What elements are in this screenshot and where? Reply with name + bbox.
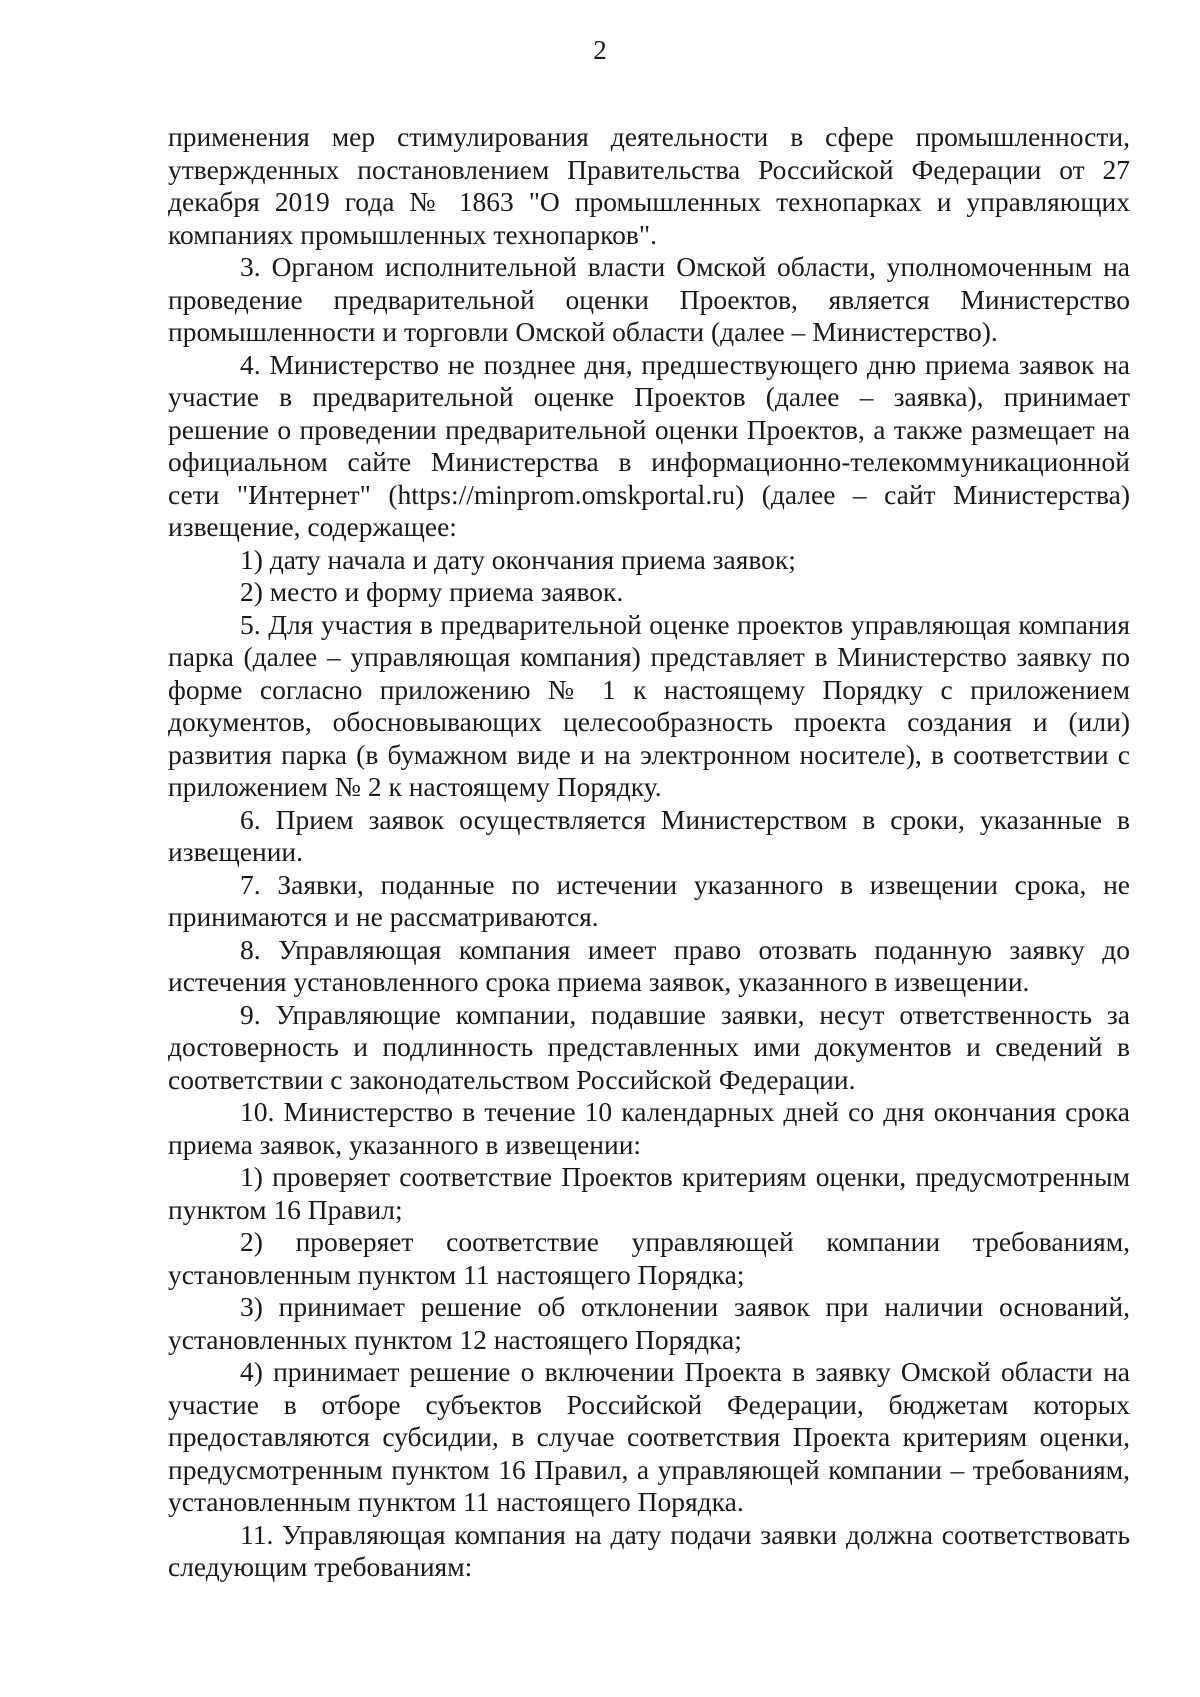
paragraph-4-item-1: 1) дату начала и дату окончания приема заявок; [240, 543, 796, 575]
paragraph-7: 7. Заявки, поданные по истечении указанного в извещении срока, не принимаются и не рассматриваются. [168, 868, 1130, 932]
paragraph-10-item-2: 2) проверяет соответствие управляющей компании требованиям, установленным пунктом 11 настоящего Порядка; [168, 1226, 1130, 1290]
paragraph-5: 5. Для участия в предварительной оценке проектов управляющая компания парка (далее – управляющая компания) представляет в Министерство заявку по форме согласно приложению № 1 к настоящему Порядку с приложением документов, обосновывающих целесообразность проекта создания и (или) развития парка (в бумажном виде и на электронном носителе), в соответствии с приложением № 2 к настоящему Порядку. [168, 608, 1130, 802]
paragraph-6: 6. Прием заявок осуществляется Министерством в сроки, указанные в извещении. [168, 803, 1130, 867]
paragraph-4: 4. Министерство не позднее дня, предшествующего дню приема заявок на участие в предварительной оценке Проектов (далее – заявка), принимает решение о проведении предварительной оценки Проектов, а также размещает на официальном сайте Министерства в информационно-телекоммуникационной сети "Интернет" (https://minprom.omskportal.ru) (далее – сайт Министерства) извещение, содержащее: [168, 348, 1130, 542]
paragraph-8: 8. Управляющая компания имеет право отозвать поданную заявку до истечения установленного срока приема заявок, указанного в извещении. [168, 933, 1130, 997]
paragraph-9: 9. Управляющие компании, подавшие заявки, несут ответственность за достоверность и подлинность представленных ими документов и сведений в соответствии с законодательством Российской Федерации. [168, 998, 1130, 1095]
paragraph-10-item-1: 1) проверяет соответствие Проектов критериям оценки, предусмотренным пунктом 16 Правил; [168, 1161, 1130, 1225]
document-body [168, 121, 1130, 1584]
paragraph-10-item-3: 3) принимает решение об отклонении заявок при наличии оснований, установленных пунктом 12 настоящего Порядка; [168, 1291, 1130, 1355]
paragraph-10-item-4: 4) принимает решение о включении Проекта в заявку Омской области на участие в отборе субъектов Российской Федерации, бюджетам которых предоставляются субсидии, в случае соответствия Проекта критериям оценки, предусмотренным пунктом 16 Правил, а управляющей компании – требованиям, установленным пунктом 11 настоящего Порядка. [168, 1356, 1130, 1517]
paragraph-10: 10. Министерство в течение 10 календарных дней со дня окончания срока приема заявок, указанного в извещении: [168, 1096, 1130, 1160]
paragraph-3: 3. Органом исполнительной власти Омской области, уполномоченным на проведение предварительной оценки Проектов, является Министерство промышленности и торговли Омской области (далее – Министерство). [168, 251, 1130, 347]
page-number: 2 [593, 35, 607, 65]
paragraph-intro-continuation: применения мер стимулирования деятельности в сфере промышленности, утвержденных постановлением Правительства Российской Федерации от 27 декабря 2019 года № 1863 "О промышленных технопарках и управляющих компаниях промышленных технопарков". [168, 121, 1130, 250]
paragraph-4-item-2: 2) место и форму приема заявок. [240, 576, 624, 607]
paragraph-11: 11. Управляющая компания на дату подачи заявки должна соответствовать следующим требованиям: [168, 1518, 1130, 1582]
